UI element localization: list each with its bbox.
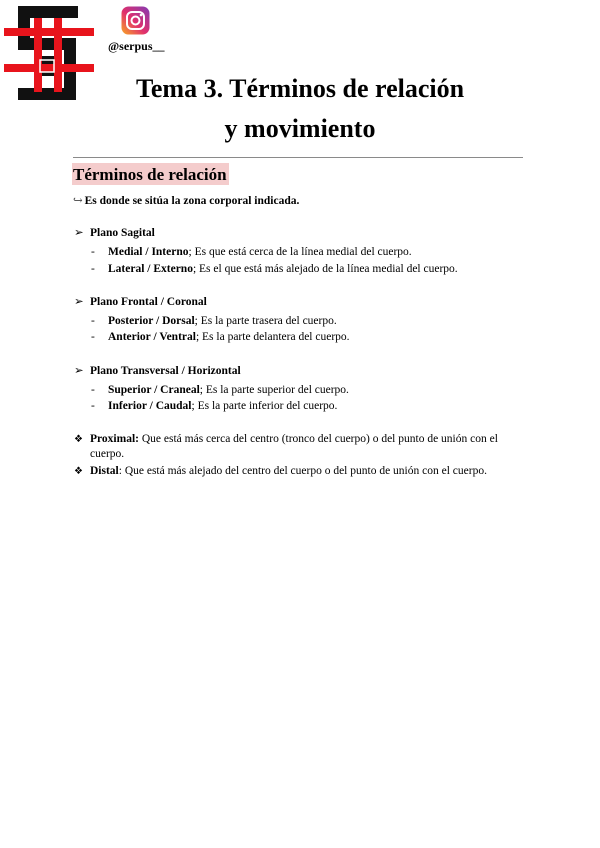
dash-marker: - [91,400,95,412]
instagram-icon[interactable] [121,6,150,35]
diamond-bullet-icon: ❖ [74,434,83,445]
plane-title: Plano Transversal / Horizontal [90,365,241,377]
term-description: ; Es la parte inferior del cuerpo. [191,400,338,412]
list-item [91,384,349,396]
plane-heading [74,225,155,239]
list-item [91,331,350,343]
dash-marker: - [91,246,95,258]
dash-marker: - [91,315,95,327]
list-item [91,246,412,258]
plane-heading [74,363,241,377]
list-item [91,400,337,412]
term-description: Que está más cerca del centro (tronco del cuerpo) o del punto de unión con el cuerpo. [90,433,498,460]
page-title-line-1: Tema 3. Términos de relación [135,74,465,103]
term: Distal [90,465,119,477]
plane-title: Plano Frontal / Coronal [90,296,207,308]
term: Superior / Craneal [108,384,200,396]
term: Proximal: [90,433,139,445]
list-item [91,315,337,327]
term-description: ; Es la parte delantera del cuerpo. [195,331,350,343]
section-note [73,193,299,207]
dash-marker: - [91,263,95,275]
instagram-handle[interactable]: @serpus__ [108,39,165,53]
dash-marker: - [91,384,95,396]
list-item [91,263,458,275]
definition-bullet [74,432,524,462]
section-note-text: Es donde se sitúa la zona corporal indicada. [84,195,300,207]
term: Medial / Interno [108,246,189,258]
page-title-line-2: y movimiento [224,114,376,143]
term-description: ; Es la parte trasera del cuerpo. [194,315,337,327]
term-description: ; Es que está cerca de la línea medial del cuerpo. [188,246,412,258]
plane-title: Plano Sagital [90,227,155,239]
term: Lateral / Externo [108,263,193,275]
section-heading: Términos de relación [73,165,227,184]
term: Posterior / Dorsal [108,315,195,327]
arrowhead-icon: ➢ [74,227,84,239]
dash-marker: - [91,331,95,343]
term-description: ; Es la parte superior del cuerpo. [199,384,349,396]
diamond-bullet-icon: ❖ [74,466,83,477]
hook-arrow-icon: ↪ [73,195,83,207]
term-description: ; Es el que está más alejado de la línea medial del cuerpo. [192,263,458,275]
term: Anterior / Ventral [108,331,196,343]
title-divider [73,157,523,158]
definition-bullet [74,464,524,479]
plane-heading [74,294,207,308]
arrowhead-icon: ➢ [74,296,84,308]
arrowhead-icon: ➢ [74,365,84,377]
term: Inferior / Caudal [108,400,192,412]
term-description: : Que está más alejado del centro del cuerpo o del punto de unión con el cuerpo. [118,465,487,477]
